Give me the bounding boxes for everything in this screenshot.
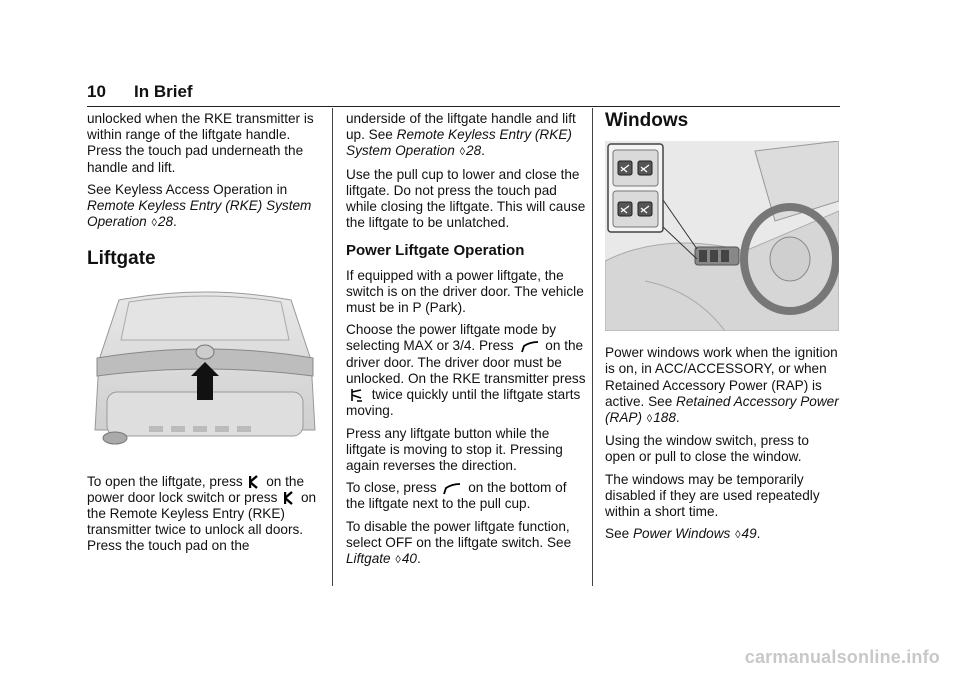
paragraph	[605, 526, 841, 543]
liftgate-icon	[521, 341, 539, 353]
text: Choose the power liftgate mode by selecting MAX or 3/4. Press	[346, 322, 557, 354]
liftgate-heading: Liftgate	[87, 248, 156, 270]
paragraph: Use the pull cup to lower and close the liftgate. Do not press the touch pad while closing the liftgate. This will cause the liftgate to be unlatched.	[346, 166, 586, 231]
text: on the bottom of the liftgate next to the pull cup.	[346, 480, 567, 512]
xref-symbol: ◊	[459, 146, 466, 159]
cross-reference-link[interactable]: Liftgate	[346, 551, 391, 567]
cross-reference-link[interactable]: Remote Keyless Entry (RKE) System Operation	[87, 198, 312, 230]
page-number: 10	[87, 82, 106, 101]
page-reference[interactable]: 188	[653, 410, 676, 426]
unlock-icon	[284, 491, 294, 505]
text: underside of the liftgate handle and lift up. See	[346, 111, 576, 143]
cross-reference-link[interactable]: Remote Keyless Entry (RKE) System Operation	[346, 127, 572, 159]
liftgate-car-rear-image	[89, 280, 321, 456]
page-reference[interactable]: 40	[401, 551, 417, 567]
page-reference[interactable]: 28	[157, 214, 174, 230]
cross-reference-link[interactable]: Retained Accessory Power (RAP)	[605, 393, 839, 426]
cross-reference-link[interactable]: Power Windows	[632, 526, 731, 542]
rke-liftgate-icon	[349, 387, 365, 403]
column-divider	[592, 108, 593, 586]
text: Power windows work when the ignition is on, in ACC/ACCESSORY, or when Retained Accessory Power (RAP) is active. See	[605, 345, 838, 409]
liftgate-icon	[443, 483, 461, 495]
unlock-icon	[249, 475, 259, 489]
watermark: carmanualsonline.info	[744, 647, 940, 667]
text: on the driver door. The driver door must be unlocked. On the RKE transmitter press	[346, 338, 586, 386]
text: To disable the power liftgate function, select OFF on the liftgate switch. See	[346, 518, 572, 550]
column-3	[605, 111, 841, 549]
text: See	[605, 526, 630, 542]
column-1	[87, 111, 327, 561]
paragraph	[346, 480, 586, 512]
paragraph	[87, 474, 327, 555]
text: See Keyless Access Operation in	[87, 181, 288, 197]
power-liftgate-heading: Power Liftgate Operation	[346, 242, 525, 260]
text: .	[173, 214, 177, 230]
liftgate-illustration	[89, 280, 321, 456]
section-title: In Brief	[134, 82, 193, 101]
text: .	[756, 526, 761, 542]
window-switch-illustration	[605, 141, 839, 331]
column-divider	[332, 108, 333, 586]
text: .	[675, 410, 680, 426]
xref-symbol: ◊	[646, 413, 653, 426]
text: on the Remote Keyless Entry (RKE) transmitter twice to unlock all doors. Press the touch pad on the	[87, 489, 317, 554]
page-header	[87, 80, 840, 107]
page-reference[interactable]: 28	[466, 143, 482, 159]
windows-heading: Windows	[605, 110, 689, 131]
paragraph	[605, 345, 841, 427]
text: .	[481, 143, 485, 159]
text: .	[416, 551, 421, 567]
page-reference[interactable]: 49	[741, 526, 757, 542]
paragraph: Press any liftgate button while the liftgate is moving to stop it. Pressing again reverses the direction.	[346, 425, 563, 474]
xref-symbol: ◊	[395, 554, 401, 567]
paragraph	[346, 111, 586, 161]
paragraph: If equipped with a power liftgate, the switch is on the driver door. The vehicle must be in P (Park).	[346, 267, 584, 316]
paragraph: unlocked when the RKE transmitter is within range of the liftgate handle. Press the touch pad underneath the handle and lift.	[87, 111, 314, 175]
text: on the power door lock switch or press	[87, 473, 305, 505]
driver-door-interior-image	[605, 141, 839, 331]
column-2	[346, 111, 586, 574]
text: twice quickly until the liftgate starts moving.	[346, 387, 581, 419]
paragraph	[87, 182, 327, 232]
paragraph: Using the window switch, press to open or pull to close the window.	[605, 433, 809, 465]
xref-symbol: ◊	[151, 217, 157, 230]
paragraph	[346, 519, 586, 569]
paragraph: The windows may be temporarily disabled if they are used repeatedly within a short time.	[605, 471, 820, 520]
text: To close, press	[346, 480, 437, 496]
paragraph	[346, 322, 586, 419]
xref-symbol: ◊	[735, 529, 741, 542]
text: To open the liftgate, press	[87, 473, 243, 489]
